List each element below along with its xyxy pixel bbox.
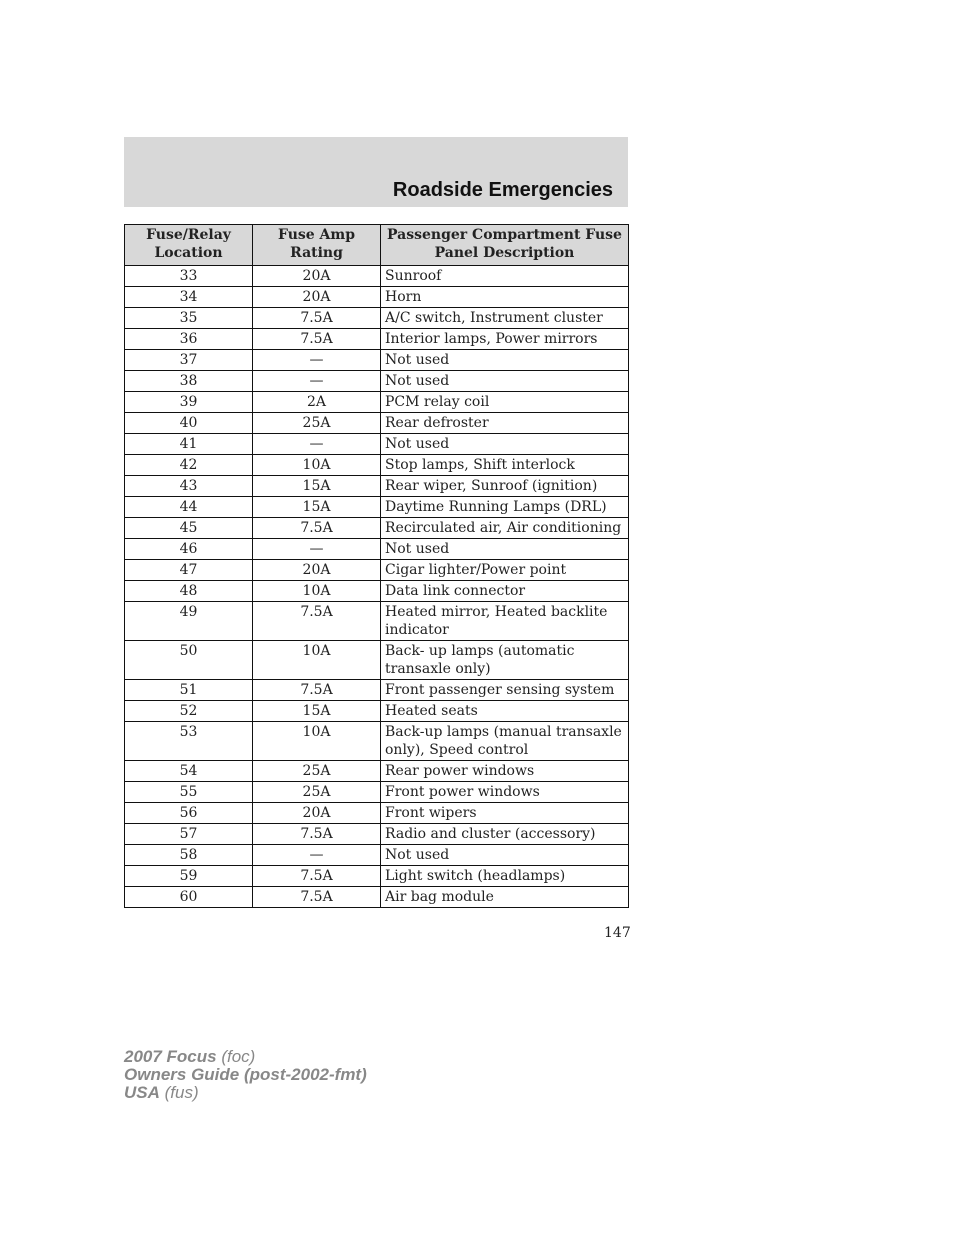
cell-amp-rating: 10A (253, 641, 381, 680)
table-row (125, 680, 629, 701)
cell-amp-rating: 25A (253, 761, 381, 782)
cell-location: 56 (125, 803, 253, 824)
cell-description: Not used (381, 539, 629, 560)
cell-amp-rating: 7.5A (253, 308, 381, 329)
table-header-row (125, 225, 629, 266)
cell-location: 38 (125, 371, 253, 392)
column-header-amp-rating: Fuse Amp Rating (253, 225, 381, 266)
cell-amp-rating: 10A (253, 581, 381, 602)
cell-description: Daytime Running Lamps (DRL) (381, 497, 629, 518)
footer-line-region: USA (fus) (124, 1083, 199, 1102)
cell-location: 34 (125, 287, 253, 308)
table-row (125, 350, 629, 371)
cell-amp-rating: — (253, 539, 381, 560)
cell-description: Front power windows (381, 782, 629, 803)
cell-location: 55 (125, 782, 253, 803)
cell-location: 54 (125, 761, 253, 782)
cell-location: 43 (125, 476, 253, 497)
cell-amp-rating: 15A (253, 476, 381, 497)
table-row (125, 761, 629, 782)
section-title: Roadside Emergencies (392, 179, 613, 201)
cell-amp-rating: 20A (253, 560, 381, 581)
table-row (125, 392, 629, 413)
table-row (125, 497, 629, 518)
cell-description: Rear wiper, Sunroof (ignition) (381, 476, 629, 497)
cell-amp-rating: 7.5A (253, 866, 381, 887)
cell-location: 45 (125, 518, 253, 539)
cell-location: 46 (125, 539, 253, 560)
cell-description: Radio and cluster (accessory) (381, 824, 629, 845)
cell-location: 49 (125, 602, 253, 641)
cell-location: 37 (125, 350, 253, 371)
table-row (125, 602, 629, 641)
cell-description: Front wipers (381, 803, 629, 824)
cell-amp-rating: — (253, 845, 381, 866)
cell-location: 35 (125, 308, 253, 329)
table-row (125, 824, 629, 845)
cell-amp-rating: 10A (253, 722, 381, 761)
cell-location: 36 (125, 329, 253, 350)
cell-description: Light switch (headlamps) (381, 866, 629, 887)
cell-location: 44 (125, 497, 253, 518)
fuse-table (124, 224, 629, 908)
cell-description: Back-up lamps (manual transaxle only), Speed control (381, 722, 629, 761)
cell-description: Heated mirror, Heated backlite indicator (381, 602, 629, 641)
table-row (125, 455, 629, 476)
cell-amp-rating: — (253, 434, 381, 455)
table-row (125, 581, 629, 602)
cell-description: Air bag module (381, 887, 629, 908)
cell-location: 59 (125, 866, 253, 887)
table-row (125, 722, 629, 761)
footer-line-guide: Owners Guide (post-2002-fmt) (124, 1065, 367, 1084)
cell-amp-rating: 15A (253, 701, 381, 722)
cell-amp-rating: 7.5A (253, 887, 381, 908)
table-row (125, 308, 629, 329)
cell-amp-rating: — (253, 350, 381, 371)
section-header-band (124, 137, 628, 207)
cell-description: Horn (381, 287, 629, 308)
cell-description: Not used (381, 371, 629, 392)
cell-amp-rating: 20A (253, 266, 381, 287)
table-row (125, 701, 629, 722)
table-row (125, 641, 629, 680)
cell-amp-rating: 7.5A (253, 824, 381, 845)
cell-location: 47 (125, 560, 253, 581)
column-header-location: Fuse/Relay Location (125, 225, 253, 266)
cell-amp-rating: 20A (253, 803, 381, 824)
table-row (125, 266, 629, 287)
table-row (125, 560, 629, 581)
cell-description: Data link connector (381, 581, 629, 602)
cell-description: Not used (381, 434, 629, 455)
cell-location: 60 (125, 887, 253, 908)
cell-description: Not used (381, 350, 629, 371)
table-row (125, 371, 629, 392)
table-row (125, 866, 629, 887)
table-row (125, 803, 629, 824)
cell-amp-rating: 7.5A (253, 329, 381, 350)
cell-amp-rating: 20A (253, 287, 381, 308)
cell-location: 33 (125, 266, 253, 287)
document-footer (124, 1048, 367, 1102)
cell-location: 39 (125, 392, 253, 413)
page-number: 147 (604, 925, 631, 941)
cell-description: Rear defroster (381, 413, 629, 434)
cell-location: 51 (125, 680, 253, 701)
cell-location: 58 (125, 845, 253, 866)
table-row (125, 845, 629, 866)
cell-location: 42 (125, 455, 253, 476)
cell-description: Recirculated air, Air conditioning (381, 518, 629, 539)
cell-location: 52 (125, 701, 253, 722)
table-row (125, 539, 629, 560)
footer-line-model: 2007 Focus (foc) (124, 1047, 256, 1066)
cell-description: A/C switch, Instrument cluster (381, 308, 629, 329)
fuse-table-body (125, 266, 629, 908)
cell-location: 41 (125, 434, 253, 455)
cell-description: Stop lamps, Shift interlock (381, 455, 629, 476)
column-header-description: Passenger Compartment Fuse Panel Description (381, 225, 629, 266)
cell-description: PCM relay coil (381, 392, 629, 413)
cell-amp-rating: 25A (253, 782, 381, 803)
cell-description: Rear power windows (381, 761, 629, 782)
cell-description: Not used (381, 845, 629, 866)
cell-amp-rating: 15A (253, 497, 381, 518)
table-row (125, 287, 629, 308)
table-row (125, 518, 629, 539)
cell-location: 48 (125, 581, 253, 602)
cell-location: 40 (125, 413, 253, 434)
cell-description: Sunroof (381, 266, 629, 287)
cell-location: 50 (125, 641, 253, 680)
table-row (125, 329, 629, 350)
table-row (125, 887, 629, 908)
cell-amp-rating: 7.5A (253, 602, 381, 641)
cell-description: Cigar lighter/Power point (381, 560, 629, 581)
cell-amp-rating: 2A (253, 392, 381, 413)
cell-amp-rating: 7.5A (253, 518, 381, 539)
table-row (125, 413, 629, 434)
cell-amp-rating: 25A (253, 413, 381, 434)
table-row (125, 434, 629, 455)
cell-description: Interior lamps, Power mirrors (381, 329, 629, 350)
table-row (125, 476, 629, 497)
cell-description: Heated seats (381, 701, 629, 722)
cell-amp-rating: 10A (253, 455, 381, 476)
table-row (125, 782, 629, 803)
cell-location: 53 (125, 722, 253, 761)
cell-description: Back- up lamps (automatic transaxle only) (381, 641, 629, 680)
cell-amp-rating: 7.5A (253, 680, 381, 701)
cell-description: Front passenger sensing system (381, 680, 629, 701)
cell-amp-rating: — (253, 371, 381, 392)
cell-location: 57 (125, 824, 253, 845)
